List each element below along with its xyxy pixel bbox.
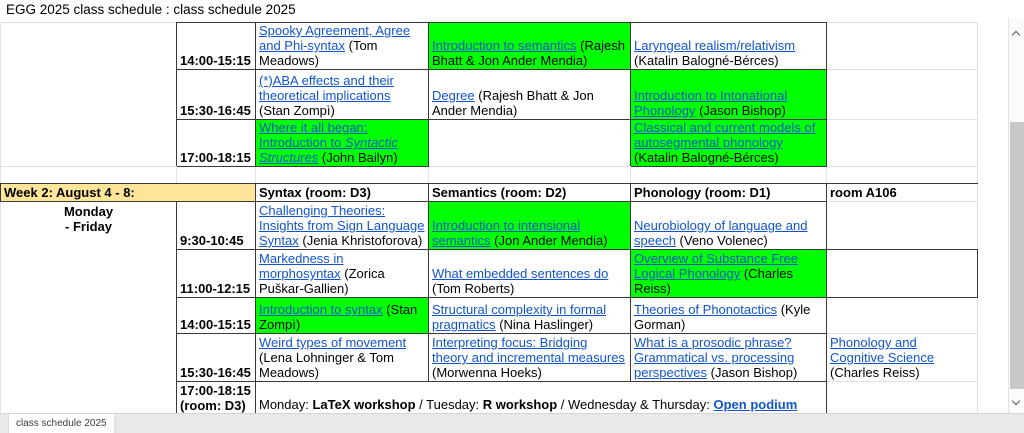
instructor: (Jason Bishop) (699, 103, 786, 118)
cell-week2-phonology-0930 (631, 202, 827, 250)
r-workshop-label: R workshop (482, 397, 558, 412)
course-link[interactable]: Structural complexity in formal pragmatics (432, 302, 607, 332)
sheet-tab-bar (0, 413, 1024, 433)
workshop-text: / Wednesday & Thursday: (557, 397, 714, 412)
course-link[interactable]: Laryngeal realism/relativism (634, 38, 796, 53)
instructor: (Rajesh Bhatt & Jon Ander Mendia) (432, 38, 625, 68)
course-link[interactable]: Interpreting focus: Bridging theory and incremental measures (432, 335, 625, 365)
cell-week1-syntax-1530 (256, 70, 429, 120)
cell-week1-syntax-1400 (256, 23, 429, 70)
header-room-a106: room A106 (827, 184, 978, 202)
course-link[interactable]: Markedness in morphosyntax (259, 251, 344, 281)
instructor: (John Bailyn) (321, 150, 398, 165)
cell-week1-semantics-1400 (429, 23, 631, 70)
scroll-up-icon[interactable] (1012, 31, 1020, 39)
course-link[interactable]: What embedded sentences do (432, 266, 609, 281)
week2-banner: Week 2: August 4 - 8: (1, 184, 256, 202)
cell-week1-phonology-1700 (631, 120, 827, 167)
time-cell: 17:00-18:15 (177, 120, 256, 167)
latex-workshop-label: LaTeX workshop (312, 397, 416, 412)
cell-week2-a106-1530 (827, 334, 978, 382)
cell-week1-semantics-1530 (429, 70, 631, 120)
cell-week2-a106-0930 (827, 202, 978, 250)
cell-week1-phonology-1530 (631, 70, 827, 120)
gap-cell (177, 167, 256, 184)
cell-week1-phonology-1400 (631, 23, 827, 70)
cell-week2-a106-1100 (827, 250, 978, 298)
cell-week2-syntax-1400 (256, 298, 429, 334)
instructor: (Charles Reiss) (830, 365, 920, 380)
gap-cell (631, 167, 827, 184)
course-link[interactable]: Phonology and Cognitive Science (830, 335, 935, 365)
workshop-text: Monday: (259, 397, 313, 412)
instructor: (Stan Zompì) (259, 302, 418, 332)
time-cell: 14:00-15:15 (177, 298, 256, 334)
page-title: EGG 2025 class schedule : class schedule 2025 (6, 2, 296, 17)
week2-header-row (1, 184, 978, 202)
time-cell: 11:00-12:15 (177, 250, 256, 298)
cell-week2-a106-1700 (827, 382, 978, 415)
week1-row-1400 (1, 23, 978, 70)
instructor: (Charles Reiss) (634, 266, 793, 296)
cell-week1-semantics-1700 (429, 120, 631, 167)
cell-week2-semantics-1100 (429, 250, 631, 298)
header-syntax: Syntax (room: D3) (256, 184, 429, 202)
instructor: (Morwenna Hoeks) (432, 365, 542, 380)
cell-week1-a106-1530 (827, 70, 978, 120)
instructor: (Katalin Balogné-Bérces) (634, 53, 779, 68)
time-cell: 15:30-16:45 (177, 70, 256, 120)
cell-week2-semantics-1530 (429, 334, 631, 382)
course-link[interactable]: Degree (432, 88, 475, 103)
gap-cell (1, 167, 177, 184)
instructor: (Jason Bishop) (710, 365, 798, 380)
instructor: (Rajesh Bhatt & Jon Ander Mendia) (432, 88, 594, 118)
open-podium-link[interactable]: Open podium (713, 397, 798, 412)
week1-label-cell (1, 23, 177, 167)
cell-week1-syntax-1700 (256, 120, 429, 167)
header-semantics: Semantics (room: D2) (429, 184, 631, 202)
cell-week2-syntax-0930 (256, 202, 429, 250)
course-link[interactable]: What is a prosodic phrase? Grammatical vs. processing perspectives (634, 335, 795, 380)
instructor: (Tom Meadows) (259, 38, 378, 68)
schedule-table (0, 22, 978, 415)
cell-week2-phonology-1100 (631, 250, 827, 298)
vertical-scrollbar[interactable] (1008, 18, 1024, 413)
course-link[interactable]: Overview of Substance Free Logical Phonology (634, 251, 799, 281)
time-cell: 9:30-10:45 (177, 202, 256, 250)
cell-week2-syntax-1530 (256, 334, 429, 382)
course-link[interactable]: Where it all began: Introduction to Syntactic Structures (259, 120, 398, 165)
workshop-text: / Tuesday: (415, 397, 483, 412)
course-link[interactable]: Introduction to semantics (432, 38, 577, 53)
sheet-tab-class-schedule-2025[interactable] (8, 414, 115, 433)
course-link[interactable]: Introduction to Intonational Phonology (634, 88, 788, 118)
course-link[interactable]: Neurobiology of language and speech (634, 218, 808, 248)
cell-week2-syntax-1100 (256, 250, 429, 298)
workshops-cell (256, 382, 827, 415)
instructor: (Nina Haslinger) (499, 317, 594, 332)
cell-week2-phonology-1530 (631, 334, 827, 382)
instructor: (Kyle Gorman) (634, 302, 811, 332)
cell-week1-a106-1400 (827, 23, 978, 70)
scroll-down-icon[interactable] (1012, 397, 1020, 405)
instructor: (Zorica Puškar-Gallien) (259, 266, 385, 296)
instructor: (Stan Zompì) (259, 103, 335, 118)
gap-row (1, 167, 978, 184)
course-link[interactable]: Introduction to intensional semantics (432, 218, 581, 248)
gap-cell (827, 167, 978, 184)
cell-week2-phonology-1400 (631, 298, 827, 334)
time-cell: 14:00-15:15 (177, 23, 256, 70)
time-cell: 15:30-16:45 (177, 334, 256, 382)
course-link[interactable]: (*)ABA effects and their theoretical implications (259, 73, 394, 103)
cell-week1-a106-1700 (827, 120, 978, 167)
course-link[interactable]: Weird types of movement (259, 335, 407, 350)
course-link[interactable]: Introduction to syntax (259, 302, 383, 317)
course-link[interactable]: Classical and current models of autosegmental phonology (634, 120, 816, 150)
instructor: (Jenia Khristoforova) (302, 233, 423, 248)
scrollbar-thumb[interactable] (1010, 122, 1024, 389)
course-link[interactable]: Spooky Agreement, Agree and Phi-syntax (259, 23, 411, 53)
cell-week2-semantics-1400 (429, 298, 631, 334)
instructor: (Veno Volenec) (679, 233, 768, 248)
course-link[interactable]: Theories of Phonotactics (634, 302, 778, 317)
sheet-tab-label: class schedule 2025 (16, 418, 107, 429)
instructor: (Katalin Balogné-Bérces) (634, 150, 779, 165)
week2-days-cell: Monday - Friday (1, 202, 177, 415)
header-phonology: Phonology (room: D1) (631, 184, 827, 202)
gap-cell (429, 167, 631, 184)
course-link[interactable]: Challenging Theories: Insights from Sign Language Syntax (259, 203, 425, 248)
instructor: (Jon Ander Mendia) (494, 233, 608, 248)
time-cell: 17:00-18:15 (room: D3) (177, 382, 256, 415)
instructor: (Lena Lohninger & Tom Meadows) (259, 350, 394, 380)
gap-cell (256, 167, 429, 184)
cell-week2-a106-1400 (827, 298, 978, 334)
instructor: (Tom Roberts) (432, 281, 515, 296)
week2-row-0930 (1, 202, 978, 250)
cell-week2-semantics-0930 (429, 202, 631, 250)
